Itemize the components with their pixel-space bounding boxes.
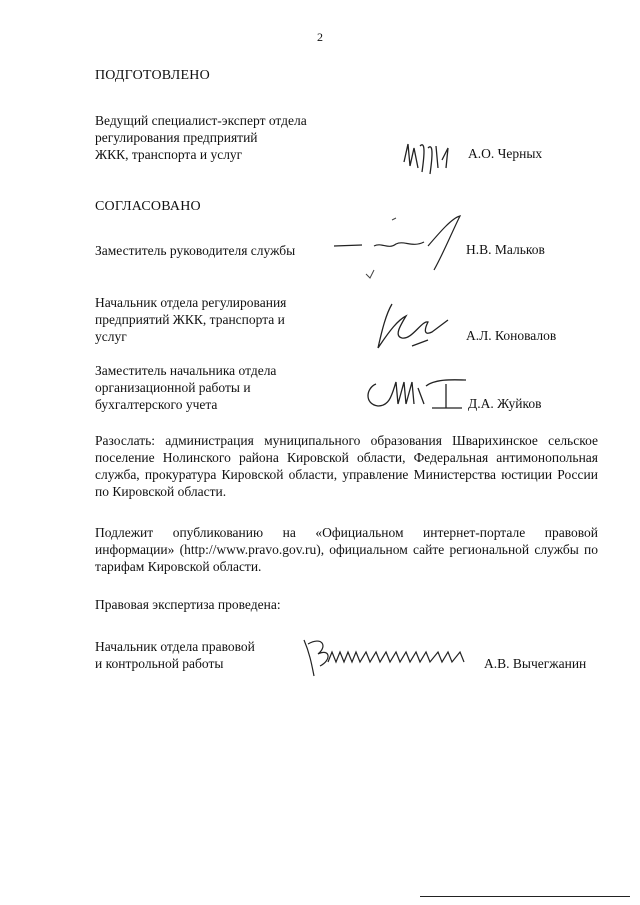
expertise-note: Правовая экспертиза проведена: bbox=[95, 597, 281, 612]
agreed-signatory-1-title bbox=[95, 242, 295, 259]
prepared-signatory-name: А.О. Черных bbox=[468, 146, 543, 161]
title-line: Ведущий специалист-эксперт отдела bbox=[95, 113, 307, 128]
publication-paragraph: Подлежит опубликованию на «Официальном интернет-портале правовой информации» (http://www.pravo.gov.ru), официальном сайте региональной службы по тарифам Кировской области. bbox=[95, 525, 598, 574]
title-line: и контрольной работы bbox=[95, 656, 224, 671]
title-line: организационной работы и bbox=[95, 380, 251, 395]
title-line: Заместитель руководителя службы bbox=[95, 243, 296, 258]
agreed-heading: СОГЛАСОВАНО bbox=[95, 199, 201, 214]
agreed-signatory-1-name: Н.В. Мальков bbox=[466, 242, 545, 257]
title-line: Начальник отдела регулирования bbox=[95, 295, 287, 310]
title-line: услуг bbox=[95, 329, 127, 344]
legal-signatory-name: А.В. Вычегжанин bbox=[484, 656, 587, 671]
signature-chernykh bbox=[400, 138, 460, 182]
agreed-signatory-2-name: А.Л. Коновалов bbox=[466, 328, 557, 343]
signature-malkov bbox=[332, 212, 472, 286]
prepared-signatory-title bbox=[95, 112, 307, 163]
agreed-signatory-2-title bbox=[95, 294, 286, 345]
title-line: регулирования предприятий bbox=[95, 130, 258, 145]
title-line: предприятий ЖКК, транспорта и bbox=[95, 312, 285, 327]
prepared-heading: ПОДГОТОВЛЕНО bbox=[95, 68, 210, 83]
title-line: Заместитель начальника отдела bbox=[95, 363, 277, 378]
distribution-paragraph: Разослать: администрация муниципального образования Шварихинское сельское поселение Нолинского района Кировской области, Федеральная антимонопольная служба, прокуратура Кировской области, управление Министерства юстиции России по Кировской области. bbox=[95, 433, 598, 499]
page-number: 2 bbox=[317, 30, 323, 44]
signature-vychegzhanin bbox=[298, 634, 478, 684]
legal-signatory-title bbox=[95, 638, 255, 672]
bottom-rule bbox=[420, 896, 630, 897]
signature-konovalov bbox=[372, 300, 452, 359]
agreed-signatory-3-title bbox=[95, 362, 276, 413]
title-line: ЖКК, транспорта и услуг bbox=[95, 147, 243, 162]
title-line: Начальник отдела правовой bbox=[95, 639, 255, 654]
title-line: бухгалтерского учета bbox=[95, 397, 218, 412]
agreed-signatory-3-name: Д.А. Жуйков bbox=[468, 396, 542, 411]
signature-zhuykov bbox=[362, 374, 472, 418]
